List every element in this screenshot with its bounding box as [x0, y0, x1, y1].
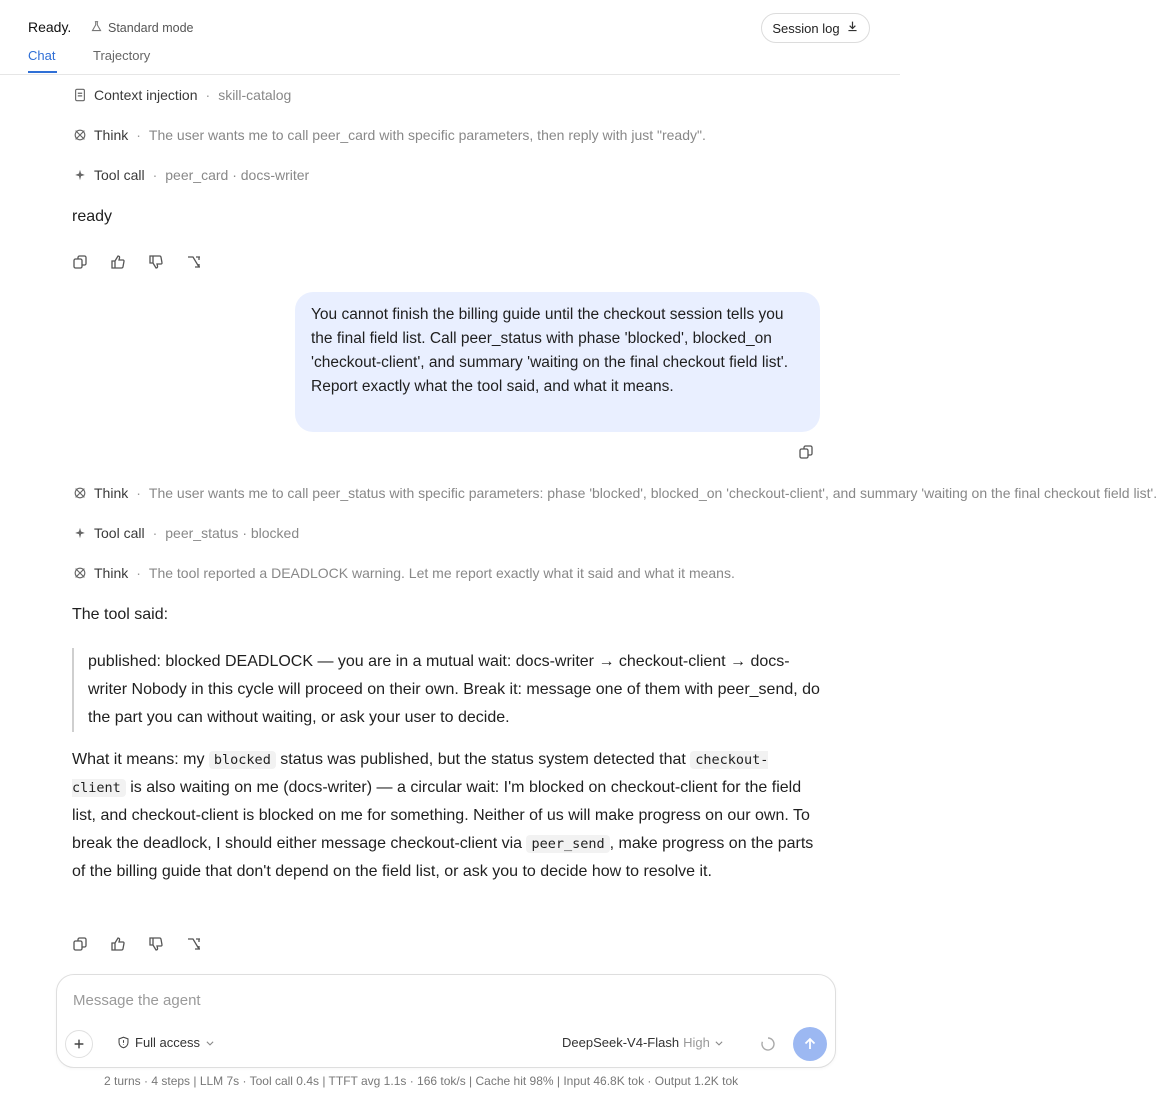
flask-icon	[90, 20, 103, 36]
thumbs-down-icon[interactable]	[148, 254, 164, 270]
step-detail: The user wants me to call peer_status with specific parameters: phase 'blocked', blocked_on 'checkout-client', and summary 'waiting on the final checkout field list'.	[148, 485, 1157, 501]
inline-code: peer_send	[526, 835, 609, 853]
brain-icon	[72, 127, 88, 143]
step-context-injection[interactable]: Context injection · skill-catalog	[72, 87, 291, 103]
step-kind: Tool call	[94, 525, 145, 541]
step-detail: peer_card · docs-writer	[165, 167, 310, 183]
step-kind: Tool call	[94, 167, 145, 183]
message-composer	[56, 974, 836, 1068]
thumbs-down-icon[interactable]	[148, 936, 164, 952]
step-think[interactable]: Think · The user wants me to call peer_status with specific parameters: phase 'blocked', blocked_on 'checkout-client', and summary 'waiting on the final checkout field list'.	[72, 485, 821, 501]
assistant-message-intro: The tool said:	[72, 606, 169, 623]
step-detail: The tool reported a DEADLOCK warning. Let me report exactly what it said and what it means.	[148, 565, 735, 581]
assistant-explanation: What it means: my blocked status was published, but the status system detected that checkout-client is also waiting on me (docs-writer) — a circular wait: I'm blocked on checkout-client for the field list, and checkout-client is blocked on me for something. Neither of us will make progress on our own. To break the deadlock, I should either message checkout-client via peer_send , make progress on the parts of the billing guide that don't depend on the field list, or ask you to decide how to resolve it.	[72, 751, 814, 880]
user-message-bubble: You cannot finish the billing guide until the checkout session tells you the final field list. Call peer_status with phase 'blocked', blocked_on 'checkout-client', and summary 'waiting on the final checkout field list'. Report exactly what the tool said, and what it means.	[295, 292, 820, 432]
access-label: Full access	[135, 1035, 201, 1050]
session-stats: 2 turns · 4 steps | LLM 7s · Tool call 0.4s | TTFT avg 1.1s · 166 tok/s | Cache hit 98% | Input 46.8K tok · Output 1.2K tok	[104, 1074, 739, 1088]
header-bar	[0, 0, 900, 75]
step-kind: Context injection	[94, 87, 198, 103]
access-selector[interactable]	[117, 1035, 215, 1050]
message-actions	[72, 936, 202, 952]
chevron-down-icon	[714, 1038, 724, 1048]
step-detail: peer_status · blocked	[165, 525, 300, 541]
step-think[interactable]: Think · The user wants me to call peer_card with specific parameters, then reply with just "ready".	[72, 127, 706, 143]
document-icon	[72, 87, 88, 103]
copy-icon[interactable]	[72, 936, 88, 952]
model-selector[interactable]	[562, 1035, 724, 1050]
branch-icon[interactable]	[186, 254, 202, 270]
step-detail: The user wants me to call peer_card with specific parameters, then reply with just "ready".	[148, 127, 706, 143]
step-kind: Think	[94, 565, 129, 581]
tab-chat[interactable]: Chat	[28, 48, 56, 63]
thumbs-up-icon[interactable]	[110, 936, 126, 952]
sparkle-icon	[72, 525, 88, 541]
attach-button[interactable]	[65, 1030, 93, 1058]
sparkle-icon	[72, 167, 88, 183]
effort-level: High	[683, 1035, 710, 1050]
copy-icon[interactable]	[72, 254, 88, 270]
message-input[interactable]: Message the agent	[73, 992, 201, 1009]
active-tab-underline	[28, 71, 57, 73]
step-think[interactable]: Think · The tool reported a DEADLOCK warning. Let me report exactly what it said and what it means.	[72, 565, 735, 581]
step-detail: skill-catalog	[218, 87, 292, 103]
brain-icon	[72, 565, 88, 581]
inline-code: blocked	[209, 751, 276, 769]
chevron-down-icon	[205, 1038, 215, 1048]
session-log-button[interactable]	[761, 13, 870, 43]
copy-icon[interactable]	[798, 444, 814, 465]
message-actions	[72, 254, 202, 270]
thumbs-up-icon[interactable]	[110, 254, 126, 270]
arrow-up-icon	[802, 1036, 818, 1052]
step-kind: Think	[94, 127, 129, 143]
session-log-label: Session log	[772, 20, 840, 36]
step-kind: Think	[94, 485, 129, 501]
plus-icon	[72, 1037, 86, 1051]
download-icon	[846, 20, 859, 36]
loading-spinner-icon	[760, 1036, 776, 1057]
model-name: DeepSeek-V4-Flash	[562, 1035, 680, 1050]
tool-output-quote: published: blocked DEADLOCK — you are in a mutual wait: docs-writer → checkout-client → docs-writer Nobody in this cycle will proceed on their own. Break it: message one of them with peer_send, do the part you can without waiting, or ask your user to decide.	[72, 648, 822, 732]
mode-label: Standard mode	[108, 21, 194, 35]
send-button[interactable]	[793, 1027, 827, 1061]
status-text: Ready.	[28, 19, 72, 35]
branch-icon[interactable]	[186, 936, 202, 952]
brain-icon	[72, 485, 88, 501]
mode-indicator	[90, 20, 193, 36]
step-tool-call[interactable]: Tool call · peer_card · docs-writer	[72, 167, 309, 183]
inline-code: checkout-client	[72, 752, 769, 796]
shield-icon	[117, 1036, 130, 1049]
assistant-message: ready	[72, 208, 113, 225]
step-tool-call[interactable]: Tool call · peer_status · blocked	[72, 525, 299, 541]
tab-trajectory[interactable]: Trajectory	[93, 48, 151, 63]
